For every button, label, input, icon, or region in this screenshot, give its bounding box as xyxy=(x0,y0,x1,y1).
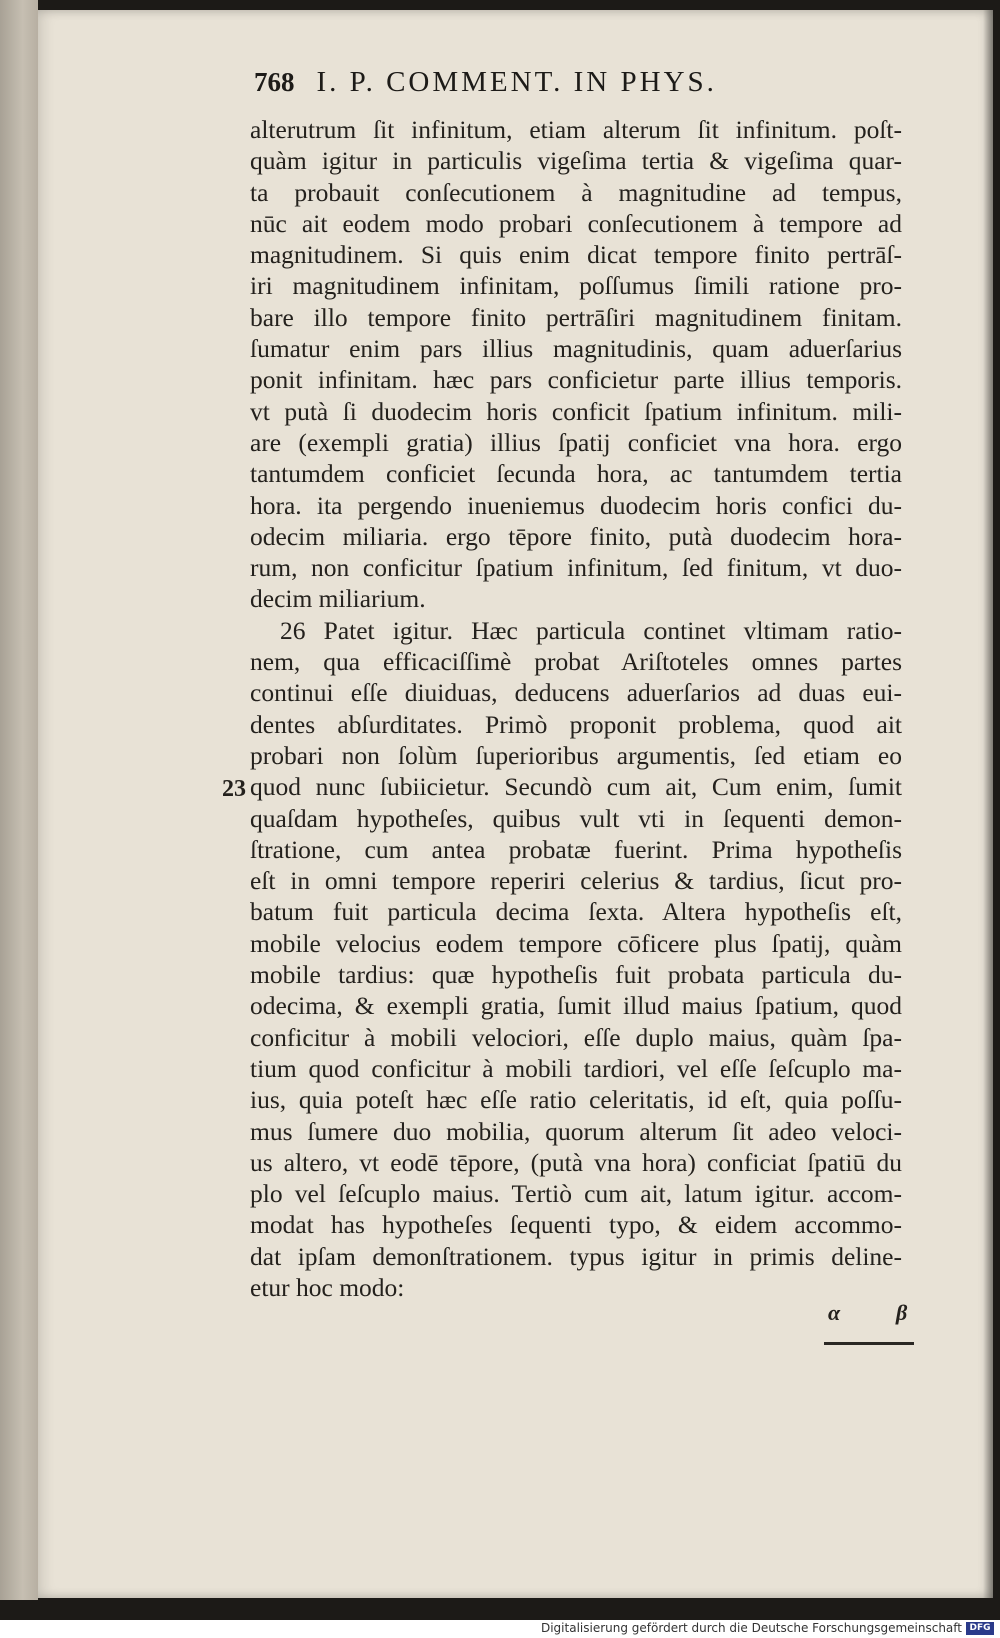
text-line: iri magnitudinem infinitam, poſſumus ſimili ratione pro- xyxy=(250,271,902,301)
text-line: ius, quia poteſt hæc eſſe ratio celeritatis, id eſt, quia poſſu- xyxy=(250,1085,902,1115)
text-line: quàm igitur in particulis vigeſima tertia & vigeſima quar- xyxy=(250,146,902,176)
page-number: 768 xyxy=(254,67,295,97)
text-line: odecim miliaria. ergo tēpore finito, putà duodecim hora- xyxy=(250,521,902,551)
text-line: batum fuit particula decima ſexta. Altera hypotheſis eſt, xyxy=(250,897,902,927)
text-line: ponit infinitam. hæc pars conficietur parte illius temporis. xyxy=(250,365,902,395)
dfg-logo: DFG xyxy=(966,1622,994,1635)
alpha-beta-diagram xyxy=(820,1300,920,1360)
running-title: I. P. COMMENT. IN PHYS. xyxy=(316,66,717,98)
diagram-line-segment xyxy=(824,1342,914,1345)
text-line: modat has hypotheſes ſequenti typo, & eidem accommo- xyxy=(250,1210,902,1240)
text-line: us altero, vt eodē tēpore, (putà vna hora) conficiat ſpatiū du xyxy=(250,1147,902,1177)
text-line: eſt in omni tempore reperiri celerius & tardius, ſicut pro- xyxy=(250,866,902,896)
text-line: quod nunc ſubiicietur. Secundò cum ait, Cum enim, ſumit xyxy=(250,772,902,802)
text-line: plo vel ſeſcuplo maius. Tertiò cum ait, latum igitur. accom- xyxy=(250,1179,902,1209)
text-line: are (exempli gratia) illius ſpatij conficiet vna hora. ergo xyxy=(250,427,902,457)
text-line: ſumatur enim pars illius magnitudinis, quam aduerſarius xyxy=(250,334,902,364)
text-line: mobile tardius: quæ hypotheſis fuit probata particula du- xyxy=(250,960,902,990)
text-line: nūc ait eodem modo probari conſecutionem à tempore ad xyxy=(250,208,902,238)
diagram-label-beta: β xyxy=(896,1300,908,1325)
running-head xyxy=(254,66,894,106)
text-line: ſtratione, cum antea probatæ fuerint. Prima hypotheſis xyxy=(250,834,902,864)
text-line: dat ipſam demonſtrationem. typus igitur in primis deline- xyxy=(250,1241,902,1271)
text-line: alterutrum ſit infinitum, etiam alterum ſit infinitum. poſt- xyxy=(250,115,902,144)
text-line: nem, qua efficaciſſimè probat Ariſtoteles omnes partes xyxy=(250,647,902,677)
text-line: tantumdem conficiet ſecunda hora, ac tantumdem tertia xyxy=(250,459,902,489)
text-line: odecima, & exempli gratia, ſumit illud maius ſpatium, quod xyxy=(250,991,902,1021)
margin-reference-number: 23 xyxy=(222,776,246,802)
text-line: dentes abſurditates. Primò proponit problema, quod ait xyxy=(250,709,902,739)
text-line: etur hoc modo: xyxy=(250,1272,405,1302)
text-line: tium quod conficitur à mobili tardiori, vel eſſe ſeſcuplo ma- xyxy=(250,1053,902,1083)
text-line: mobile velocius eodem tempore cōficere plus ſpatij, quàm xyxy=(250,928,902,958)
text-line: ta probauit conſecutionem à magnitudine ad tempus, xyxy=(250,177,902,207)
text-line: conficitur à mobili velociori, eſſe duplo maius, quàm ſpa- xyxy=(250,1022,902,1052)
text-line: rum, non conficitur ſpatium infinitum, ſed finitum, vt duo- xyxy=(250,553,902,583)
digitization-credit: Digitalisierung gefördert durch die Deutsche Forschungsgemeinschaft xyxy=(540,1621,962,1635)
text-line: mus ſumere duo mobilia, quorum alterum ſit adeo veloci- xyxy=(250,1116,902,1146)
text-line: vt putà ſi duodecim horis conficit ſpatium infinitum. mili- xyxy=(250,396,902,426)
text-line: 26 Patet igitur. Hæc particula continet vltimam ratio- xyxy=(280,615,902,645)
text-line: probari non ſolùm ſuperioribus argumentis, ſed etiam eo xyxy=(250,740,902,770)
text-line: decim miliarium. xyxy=(250,584,426,614)
text-line: magnitudinem. Si quis enim dicat tempore finito pertrāſ- xyxy=(250,240,902,270)
main-text-block xyxy=(250,114,902,1303)
text-line: hora. ita pergendo inueniemus duodecim horis confici du- xyxy=(250,490,902,520)
diagram-label-alpha: α xyxy=(828,1300,841,1325)
text-line: continui eſſe diuiduas, deducens aduerſarios ad duas eui- xyxy=(250,678,902,708)
page-edge-shadow xyxy=(983,10,993,1598)
outer-page-margin xyxy=(0,0,38,1600)
text-line: quaſdam hypotheſes, quibus vult vti in ſequenti demon- xyxy=(250,803,902,833)
text-line: bare illo tempore finito pertrāſiri magnitudinem finitam. xyxy=(250,302,902,332)
